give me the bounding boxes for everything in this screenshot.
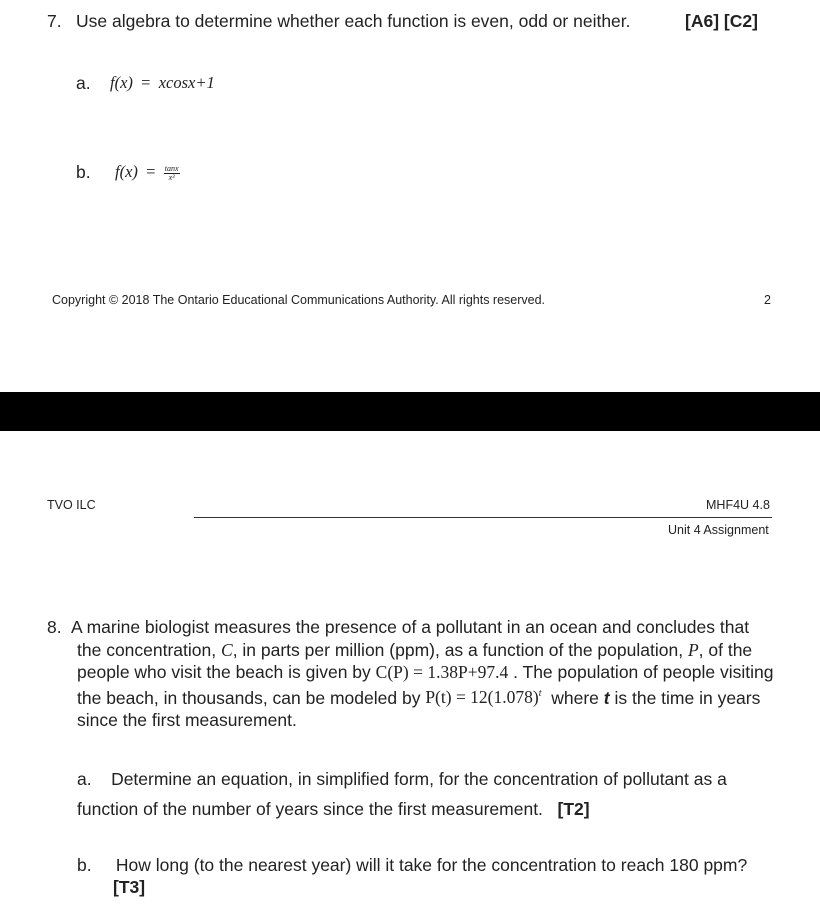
header-rule xyxy=(194,517,772,518)
q8-part-b-label: b. xyxy=(77,855,92,875)
copyright-notice: Copyright © 2018 The Ontario Educational Communications Authority. All rights reserved. xyxy=(52,293,546,307)
question-8-number: 8. xyxy=(47,617,62,637)
concentration-equation: C(P) = 1.38P+97.4 xyxy=(375,662,509,682)
q7-part-a-label: a. xyxy=(76,73,91,93)
header-course-code: MHF4U 4.8 xyxy=(706,498,770,512)
q7b-denominator: x³ xyxy=(168,172,175,182)
question-8-part-b xyxy=(77,854,777,898)
q8-part-a-label: a. xyxy=(77,769,92,789)
question-8-prompt: A marine biologist measures the presence of a pollutant in an ocean and concludes that the concentration, C, in parts per million (ppm), as a function of the population, P, of the people who visit the beach is given by C(P) = 1.38P+97.4 . The population of people visiting the beach, in thousands, can be modeled by $P(t) = 12(1.078)^t$ where t is the time in years since the first measurement. xyxy=(71,617,774,730)
q7a-lhs: f(x) xyxy=(110,73,133,92)
q7b-lhs: f(x) xyxy=(115,162,138,181)
question-7-marks: [A6] [C2] xyxy=(685,11,758,31)
population-equation: $P(t) = 12(1.078)^t$ xyxy=(425,687,542,708)
header-organization: TVO ILC xyxy=(47,498,96,512)
var-t: t xyxy=(603,687,610,708)
q7a-rhs: xcosx+1 xyxy=(158,73,215,92)
q7b-equals: = xyxy=(146,162,156,181)
q7b-numerator: tanx xyxy=(164,163,179,173)
question-8 xyxy=(47,616,777,731)
var-c: C xyxy=(221,639,233,660)
question-7-prompt: Use algebra to determine whether each function is even, odd or neither. xyxy=(76,11,631,31)
question-7-number: 7. xyxy=(47,11,62,31)
var-p: P xyxy=(687,639,699,660)
q8-part-b-text: How long (to the nearest year) will it take for the concentration to reach 180 ppm? xyxy=(115,855,748,875)
q7-part-b-equation xyxy=(115,162,180,182)
q7a-equals: = xyxy=(141,73,151,92)
q7-part-b-label: b. xyxy=(76,162,91,182)
page-number: 2 xyxy=(764,293,771,307)
q8-part-b-marks: [T3] xyxy=(113,877,146,897)
question-8-part-a xyxy=(77,764,767,824)
q8-part-a-marks: [T2] xyxy=(557,799,590,819)
q7-part-a-equation xyxy=(110,73,215,93)
header-unit: Unit 4 Assignment xyxy=(668,523,769,537)
q7b-fraction xyxy=(164,165,180,182)
page-divider-bar xyxy=(0,392,820,431)
q8-part-a-text: Determine an equation, in simplified form, for the concentration of pollutant as a function of the number of years since the first measurement. xyxy=(77,769,727,819)
